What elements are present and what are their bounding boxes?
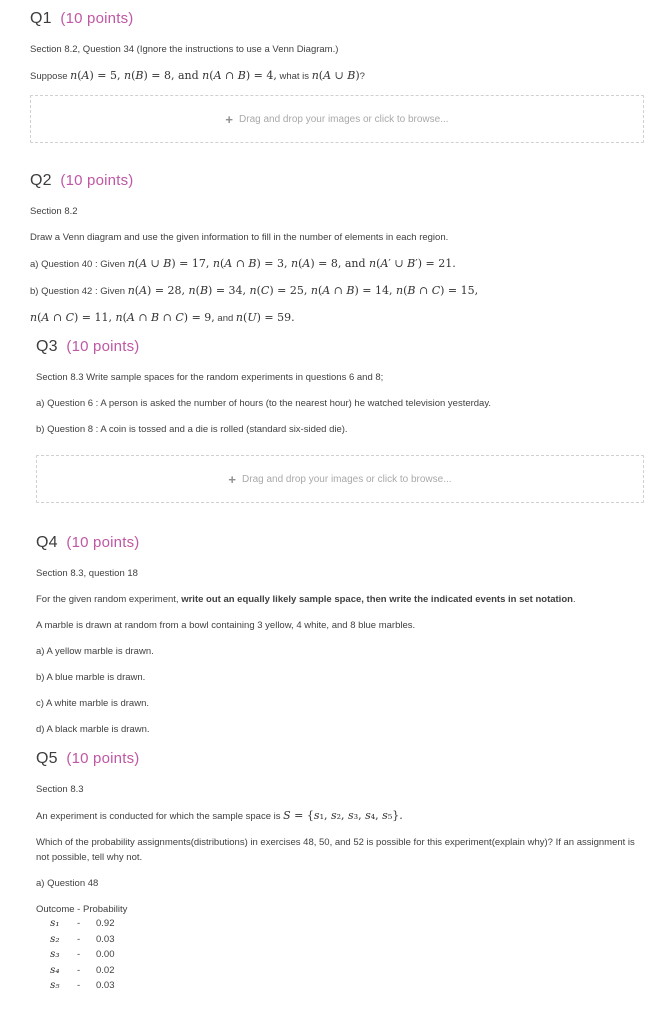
math-run: n(A) = 5, n(B) = 8,	[70, 69, 175, 82]
paragraph	[36, 422, 644, 437]
question-number: Q5	[36, 750, 58, 767]
plus-icon: +	[228, 471, 237, 487]
question-body	[36, 782, 644, 891]
math-run: n(A ∩ B) = 4,	[202, 69, 277, 82]
question-body	[36, 370, 644, 437]
math-run: n(A) = 28, n(B) = 34, n(C) = 25, n(A ∩ B) = 14, n(B ∩ C) = 15,	[127, 284, 479, 297]
outcome-cell: s₂	[50, 932, 60, 945]
upload-label: Drag and drop your images or click to browse...	[239, 113, 449, 125]
question-heading	[30, 10, 644, 28]
paragraph	[36, 566, 644, 581]
probability-cell: 0.00	[96, 949, 115, 960]
separator: -	[77, 964, 81, 976]
question-points: (10 points)	[60, 172, 134, 189]
question-body	[30, 204, 644, 326]
question-section-q2	[0, 172, 664, 326]
separator: -	[77, 949, 81, 960]
paragraph	[36, 644, 644, 659]
question-body	[30, 42, 644, 84]
paragraph	[30, 204, 644, 219]
text-run: what is	[276, 71, 312, 82]
table-row	[36, 964, 644, 980]
question-heading	[36, 534, 644, 552]
math-run: n(A′ ∪ B′) = 21.	[369, 257, 456, 270]
text-run: .	[572, 594, 576, 605]
text-run: Section 8.3	[36, 784, 84, 795]
paragraph	[36, 618, 644, 633]
question-points: (10 points)	[66, 534, 140, 551]
text-run: and	[214, 313, 236, 324]
paragraph	[30, 230, 644, 245]
math-run: and	[174, 69, 203, 82]
paragraph	[36, 722, 644, 737]
outcome-cell: s₁	[50, 917, 60, 929]
paragraph	[36, 808, 644, 824]
math-run: S = {s₁, s₂, s₃, s₄, s₅}.	[283, 809, 403, 822]
text-run: Section 8.2, Question 34 (Ignore the instructions to use a Venn Diagram.)	[30, 44, 339, 55]
text-run: A marble is drawn at random from a bowl containing 3 yellow, 4 white, and 8 blue marbles.	[36, 620, 416, 631]
text-run: Section 8.2	[30, 206, 78, 217]
math-run: n(A ∪ B) = 17, n(A ∩ B) = 3, n(A) = 8,	[127, 257, 342, 270]
paragraph	[30, 310, 644, 326]
upload-dropzone[interactable]	[36, 455, 644, 503]
math-run: n(A ∩ C) = 11, n(A ∩ B ∩ C) = 9,	[30, 311, 215, 324]
assignment-page	[0, 10, 664, 995]
question-number: Q3	[36, 338, 58, 355]
upload-label: Drag and drop your images or click to browse...	[242, 473, 452, 485]
question-number: Q1	[30, 10, 52, 27]
text-run: For the given random experiment,	[36, 594, 182, 605]
paragraph	[30, 283, 644, 299]
text-run: a) Question 48	[36, 878, 99, 889]
question-heading	[30, 172, 644, 190]
question-heading	[36, 338, 644, 356]
probability-table-rows	[36, 917, 644, 995]
question-heading	[36, 750, 644, 768]
bold-run: write out an equally likely sample space, then write the indicated events in set notation	[181, 594, 573, 605]
table-row	[36, 917, 644, 933]
question-points: (10 points)	[60, 10, 134, 27]
text-run: Suppose	[30, 71, 71, 82]
upload-dropzone[interactable]	[30, 95, 644, 143]
separator: -	[77, 980, 81, 991]
paragraph	[36, 592, 644, 607]
text-run: An experiment is conducted for which the sample space is	[36, 811, 284, 822]
paragraph	[36, 370, 644, 385]
question-section-q4	[0, 534, 664, 737]
text-run: d) A black marble is drawn.	[36, 724, 150, 735]
text-run: a) A yellow marble is drawn.	[36, 646, 154, 657]
text-run: Section 8.3 Write sample spaces for the random experiments in questions 6 and 8;	[36, 372, 384, 383]
separator: -	[77, 933, 81, 945]
paragraph	[36, 396, 644, 411]
text-run: b) A blue marble is drawn.	[36, 672, 146, 683]
question-body	[36, 566, 644, 737]
text-run: c) A white marble is drawn.	[36, 698, 149, 709]
question-section-q5	[0, 750, 664, 995]
probability-table	[36, 903, 644, 995]
question-points: (10 points)	[66, 338, 140, 355]
paragraph	[30, 42, 644, 57]
text-run: a) Question 6 : A person is asked the number of hours (to the nearest hour) he watched television yesterday.	[36, 398, 492, 409]
outcome-cell: s₃	[50, 948, 60, 960]
question-section-q3	[0, 338, 664, 503]
table-row	[36, 933, 644, 949]
question-points: (10 points)	[66, 750, 140, 767]
math-run: n(U) = 59.	[235, 311, 295, 324]
text-run: b) Question 8 : A coin is tossed and a die is rolled (standard six-sided die).	[36, 424, 348, 435]
probability-cell: 0.92	[96, 918, 115, 929]
question-number: Q4	[36, 534, 58, 551]
probability-cell: 0.02	[96, 964, 115, 976]
paragraph	[36, 696, 644, 711]
probability-cell: 0.03	[96, 933, 115, 945]
text-run: a) Question 40 : Given	[30, 259, 128, 270]
paragraph	[36, 670, 644, 685]
math-run: and	[341, 257, 370, 270]
text-run: Draw a Venn diagram and use the given information to fill in the number of elements in each region.	[30, 232, 449, 243]
paragraph	[30, 256, 644, 272]
outcome-cell: s₅	[50, 979, 60, 991]
separator: -	[77, 918, 81, 929]
paragraph	[36, 835, 644, 865]
text-run: ?	[359, 71, 365, 82]
table-row	[36, 948, 644, 964]
text-run: Section 8.3, question 18	[36, 568, 138, 579]
text-run: Which of the probability assignments(distributions) in exercises 48, 50, and 52 is possible for this experiment(explain why)? If an assignment is not possible, tell why not.	[36, 837, 635, 863]
probability-table-header: Outcome - Probability	[36, 904, 128, 915]
question-number: Q2	[30, 172, 52, 189]
paragraph	[36, 876, 644, 891]
outcome-cell: s₄	[50, 963, 60, 976]
probability-cell: 0.03	[96, 980, 115, 991]
plus-icon: +	[225, 111, 234, 127]
math-run: n(A ∪ B)	[311, 69, 360, 82]
paragraph	[36, 782, 644, 797]
question-section-q1	[0, 10, 664, 143]
table-row	[36, 979, 644, 995]
paragraph	[30, 68, 644, 84]
text-run: b) Question 42 : Given	[30, 286, 128, 297]
